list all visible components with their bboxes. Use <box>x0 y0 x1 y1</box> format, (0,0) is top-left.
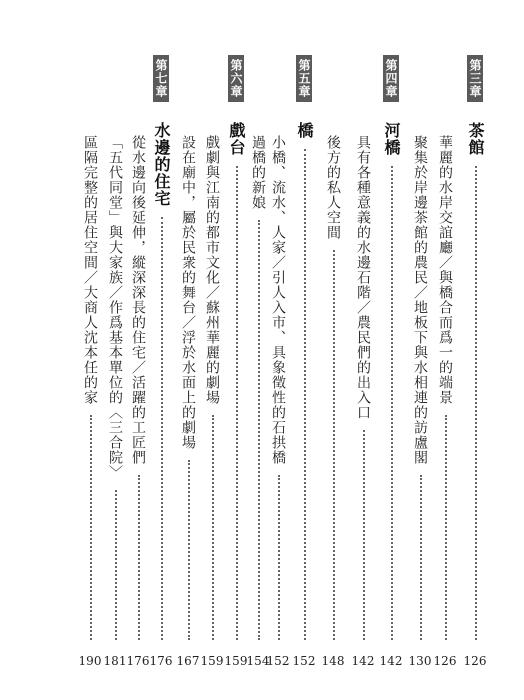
leader-dots <box>90 415 92 640</box>
leader-dots <box>236 166 238 640</box>
leader-dots <box>475 166 477 640</box>
toc-entry[interactable] <box>201 135 223 405</box>
toc-entry[interactable] <box>79 135 101 405</box>
leader-dots <box>258 220 260 640</box>
chapter-number-label: 第五章 <box>296 55 312 102</box>
leader-dots <box>420 475 422 640</box>
toc-entry[interactable] <box>267 135 289 465</box>
toc-entry[interactable] <box>409 135 431 465</box>
chapter-title: 河橋 <box>382 122 401 156</box>
chapter-number-label: 第四章 <box>383 55 399 102</box>
toc-entry[interactable] <box>434 135 456 405</box>
leader-dots <box>391 166 393 640</box>
leader-dots <box>188 460 190 640</box>
toc-entry-title[interactable]: 小橋、流水、人家／引人入市、具象徵性的石拱橋 <box>270 135 286 465</box>
chapter-heading <box>293 55 315 139</box>
page-number: 152 <box>292 654 316 668</box>
page-number: 126 <box>463 654 487 668</box>
chapter-heading <box>150 55 172 207</box>
page-number: 142 <box>379 654 403 668</box>
leader-dots <box>115 490 117 640</box>
page-number: 159 <box>224 654 248 668</box>
toc-entry[interactable] <box>127 135 149 465</box>
leader-dots <box>278 475 280 640</box>
toc-entry-title[interactable]: 從水邊向後延伸，縱深深長的住宅／活躍的工匠們 <box>130 135 146 465</box>
chapter-heading <box>380 55 402 156</box>
toc-entry-title[interactable]: 具有各種意義的水邊石階／農民們的出入口 <box>355 135 371 420</box>
chapter-heading <box>225 55 247 156</box>
toc-entry-title[interactable]: 「五代同堂」與大家族／作爲基本單位的〈三合院〉 <box>107 135 123 480</box>
toc-entry[interactable] <box>177 135 199 450</box>
toc-entry-title[interactable]: 聚集於岸邊茶館的農民／地板下與水相連的訪盧閣 <box>412 135 428 465</box>
toc-entry-title[interactable]: 區隔完整的居住空間／大商人沈本任的家 <box>82 135 98 405</box>
leader-dots <box>333 250 335 640</box>
chapter-number-label: 第七章 <box>153 55 169 102</box>
page-number: 176 <box>149 654 173 668</box>
page-number: 148 <box>321 654 345 668</box>
page-number: 154 <box>246 654 270 668</box>
chapter-title: 水邊的住宅 <box>152 122 171 207</box>
toc-entry-title[interactable]: 後方的私人空間 <box>325 135 341 240</box>
leader-dots <box>212 415 214 640</box>
toc-entry[interactable] <box>104 135 126 480</box>
page-number: 142 <box>351 654 375 668</box>
toc-entry-title[interactable]: 華麗的水岸交誼廳／與橋合而爲一的端景 <box>437 135 453 405</box>
toc-entry-title[interactable]: 設在廟中，屬於民衆的舞台／浮於水面上的劇場 <box>180 135 196 450</box>
chapter-number-label: 第三章 <box>467 55 483 102</box>
leader-dots <box>138 475 140 640</box>
chapter-number-label: 第六章 <box>228 55 244 102</box>
leader-dots <box>363 430 365 640</box>
page-number: 176 <box>126 654 150 668</box>
page-number: 190 <box>78 654 102 668</box>
toc-entry-title[interactable]: 戲劇與江南的都市文化／蘇州華麗的劇場 <box>204 135 220 405</box>
chapter-title: 橋 <box>295 122 314 139</box>
page-number: 167 <box>176 654 200 668</box>
leader-dots <box>304 149 306 640</box>
page-number: 130 <box>408 654 432 668</box>
chapter-title: 茶館 <box>466 122 485 156</box>
chapter-heading <box>464 55 486 156</box>
page-number: 152 <box>266 654 290 668</box>
toc-entry[interactable] <box>247 135 269 210</box>
page-number: 126 <box>433 654 457 668</box>
toc-entry[interactable] <box>322 135 344 240</box>
leader-dots <box>161 217 163 640</box>
toc-entry[interactable] <box>352 135 374 420</box>
leader-dots <box>445 415 447 640</box>
chapter-title: 戲台 <box>227 122 246 156</box>
page-number: 159 <box>200 654 224 668</box>
page-number: 181 <box>103 654 127 668</box>
toc-entry-title[interactable]: 過橋的新娘 <box>250 135 266 210</box>
